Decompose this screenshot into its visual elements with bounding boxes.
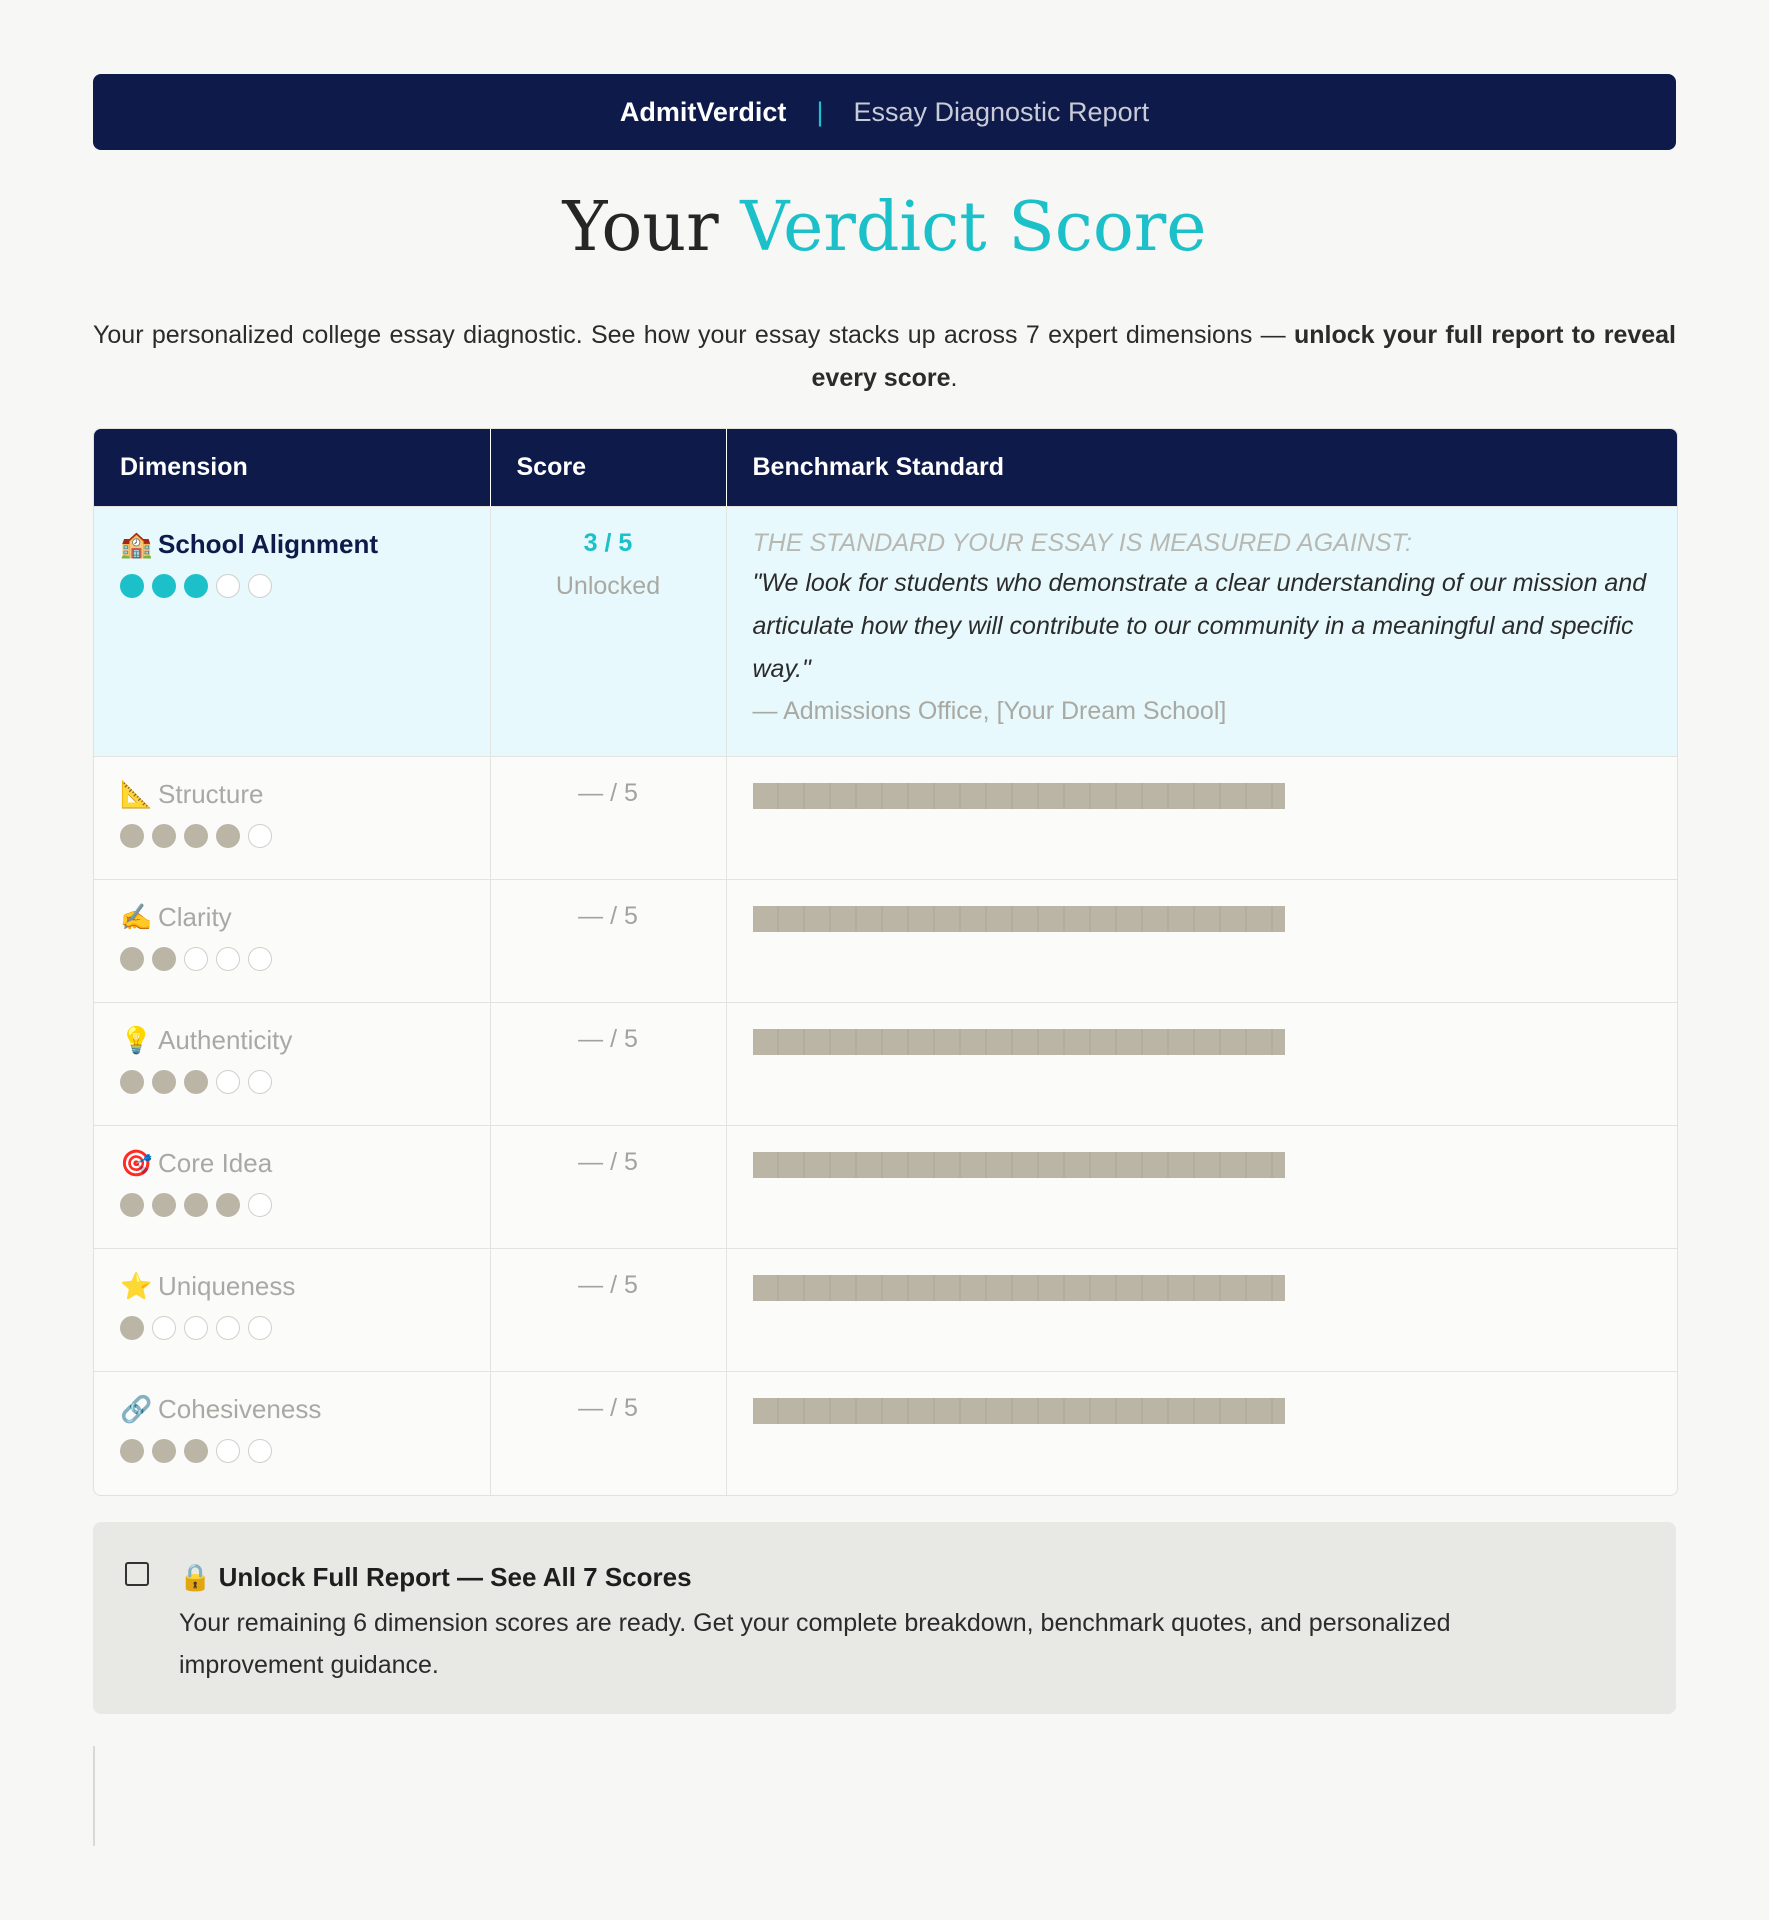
rating-dot-filled [120, 1439, 144, 1463]
benchmark-cell [726, 1003, 1677, 1126]
score-value: 3 / 5 [583, 529, 633, 557]
unlock-title[interactable] [179, 1562, 692, 1593]
unlock-callout[interactable] [93, 1522, 1676, 1714]
score-status: Unlocked [555, 572, 661, 600]
rating-dot-empty [216, 947, 240, 971]
intro-sentence: Your personalized college essay diagnostic. See how your essay stacks up across 7 expert dimensions — [93, 321, 1295, 349]
top-bar [93, 74, 1676, 150]
rating-dot-filled [120, 1070, 144, 1094]
dimension-name: Authenticity [158, 1025, 293, 1055]
rating-dot-filled [120, 574, 144, 598]
table-row-locked[interactable] [94, 757, 1677, 880]
table-row-locked[interactable] [94, 1372, 1677, 1495]
rating-dot-filled [120, 1316, 144, 1340]
header-separator: | [816, 96, 824, 127]
brand-name[interactable]: AdmitVerdict [619, 96, 787, 127]
target-icon: 🎯 [120, 1148, 153, 1178]
rating-dots [120, 1439, 464, 1463]
rating-dot-filled [184, 824, 208, 848]
benchmark-cell [726, 880, 1677, 1003]
score-value: — / 5 [578, 1025, 638, 1053]
writing-hand-icon: ✍️ [120, 902, 153, 932]
rating-dot-empty [248, 1439, 272, 1463]
column-header-benchmark: Benchmark Standard [726, 429, 1677, 507]
score-value: — / 5 [578, 779, 638, 807]
divider [93, 1746, 95, 1846]
score-value: — / 5 [578, 1394, 638, 1422]
rating-dot-empty [248, 1070, 272, 1094]
dimension-cell [94, 1249, 490, 1372]
rating-dots [120, 824, 464, 848]
rating-dot-empty [248, 947, 272, 971]
lock-icon: 🔒 [179, 1562, 212, 1592]
star-icon: ⭐ [120, 1271, 153, 1301]
redacted-benchmark [753, 1152, 1285, 1178]
intro-end: . [950, 364, 958, 392]
dimension-title [120, 902, 464, 933]
score-cell [490, 1249, 726, 1372]
rating-dot-filled [184, 1439, 208, 1463]
rating-dot-filled [184, 1193, 208, 1217]
dimension-name: Clarity [158, 902, 232, 932]
score-cell [490, 880, 726, 1003]
rating-dot-filled [152, 1070, 176, 1094]
rating-dots [120, 947, 464, 971]
benchmark-cell [726, 1126, 1677, 1249]
column-header-score: Score [490, 429, 726, 507]
rating-dot-empty [248, 1316, 272, 1340]
dimension-cell [94, 880, 490, 1003]
link-icon: 🔗 [120, 1394, 153, 1424]
dimension-name: School Alignment [158, 529, 379, 559]
dimension-cell [94, 1372, 490, 1495]
score-cell [490, 1003, 726, 1126]
rating-dot-filled [152, 574, 176, 598]
rating-dot-filled [152, 1193, 176, 1217]
intro-text [93, 314, 1676, 400]
benchmark-quote: "We look for students who demonstrate a clear understanding of our mission and articulate how they will contribute to our community in a meaningful and specific way." [752, 569, 1647, 683]
rating-dot-empty [248, 1193, 272, 1217]
rating-dot-empty [184, 947, 208, 971]
rating-dot-filled [152, 824, 176, 848]
rating-dots [120, 1070, 464, 1094]
rating-dot-filled [120, 1193, 144, 1217]
rating-dot-empty [216, 1316, 240, 1340]
rating-dot-empty [248, 574, 272, 598]
page-title [0, 188, 1769, 267]
score-value: — / 5 [578, 902, 638, 930]
dimension-name: Core Idea [158, 1148, 273, 1178]
rating-dots [120, 574, 464, 598]
benchmark-label: THE STANDARD YOUR ESSAY IS MEASURED AGAINST: [752, 529, 1412, 557]
rating-dot-filled [216, 1193, 240, 1217]
rating-dot-empty [248, 824, 272, 848]
benchmark-cell [726, 1372, 1677, 1495]
rating-dot-filled [152, 1439, 176, 1463]
unlock-body: Your remaining 6 dimension scores are ready. Get your complete breakdown, benchmark quotes, and personalized improvement guidance. [179, 1609, 1451, 1679]
unlock-checkbox[interactable] [125, 1562, 149, 1586]
score-value: — / 5 [578, 1271, 638, 1299]
table-row-locked[interactable] [94, 880, 1677, 1003]
dimension-name: Uniqueness [158, 1271, 296, 1301]
light-bulb-icon: 💡 [120, 1025, 153, 1055]
dimension-title [120, 779, 464, 810]
dimension-name: Cohesiveness [158, 1394, 322, 1424]
unlock-title-text: Unlock Full Report — See All 7 Scores [218, 1562, 692, 1592]
redacted-benchmark [753, 783, 1285, 809]
rating-dot-filled [184, 1070, 208, 1094]
rating-dot-empty [152, 1316, 176, 1340]
score-cell [490, 757, 726, 880]
table-header-row [94, 429, 1677, 507]
dimension-title [120, 1148, 464, 1179]
table-row-locked[interactable] [94, 1003, 1677, 1126]
dimension-title [120, 1025, 464, 1056]
rating-dots [120, 1193, 464, 1217]
table-row-locked[interactable] [94, 1126, 1677, 1249]
dimension-cell [94, 1126, 490, 1249]
rating-dot-empty [216, 1070, 240, 1094]
score-value: — / 5 [578, 1148, 638, 1176]
dimension-title [120, 1394, 464, 1425]
redacted-benchmark [753, 906, 1285, 932]
dimension-name: Structure [158, 779, 264, 809]
score-table [93, 428, 1678, 1496]
redacted-benchmark [753, 1398, 1285, 1424]
triangle-ruler-icon: 📐 [120, 779, 153, 809]
rating-dot-empty [216, 1439, 240, 1463]
benchmark-source: — Admissions Office, [Your Dream School] [752, 697, 1227, 725]
redacted-benchmark [753, 1029, 1285, 1055]
column-header-dimension: Dimension [94, 429, 490, 507]
report-title: Essay Diagnostic Report [853, 96, 1150, 127]
rating-dot-filled [216, 824, 240, 848]
score-cell [490, 507, 726, 757]
rating-dot-filled [184, 574, 208, 598]
title-prefix: Your [562, 188, 741, 267]
dimension-cell [94, 507, 490, 757]
table-row-school-alignment[interactable] [94, 507, 1677, 757]
table-row-locked[interactable] [94, 1249, 1677, 1372]
dimension-title [120, 1271, 464, 1302]
rating-dot-filled [120, 947, 144, 971]
title-accent: Verdict Score [740, 188, 1207, 267]
school-icon: 🏫 [120, 529, 153, 559]
benchmark-cell [726, 1249, 1677, 1372]
dimension-title [120, 529, 464, 560]
benchmark-cell [726, 757, 1677, 880]
dimension-cell [94, 757, 490, 880]
score-cell [490, 1372, 726, 1495]
rating-dot-filled [120, 824, 144, 848]
rating-dot-empty [184, 1316, 208, 1340]
intro-bold: unlock your full report to reveal every score [811, 321, 1677, 392]
redacted-benchmark [753, 1275, 1285, 1301]
dimension-cell [94, 1003, 490, 1126]
rating-dot-filled [152, 947, 176, 971]
rating-dot-empty [216, 574, 240, 598]
benchmark-cell [726, 507, 1677, 757]
score-cell [490, 1126, 726, 1249]
rating-dots [120, 1316, 464, 1340]
